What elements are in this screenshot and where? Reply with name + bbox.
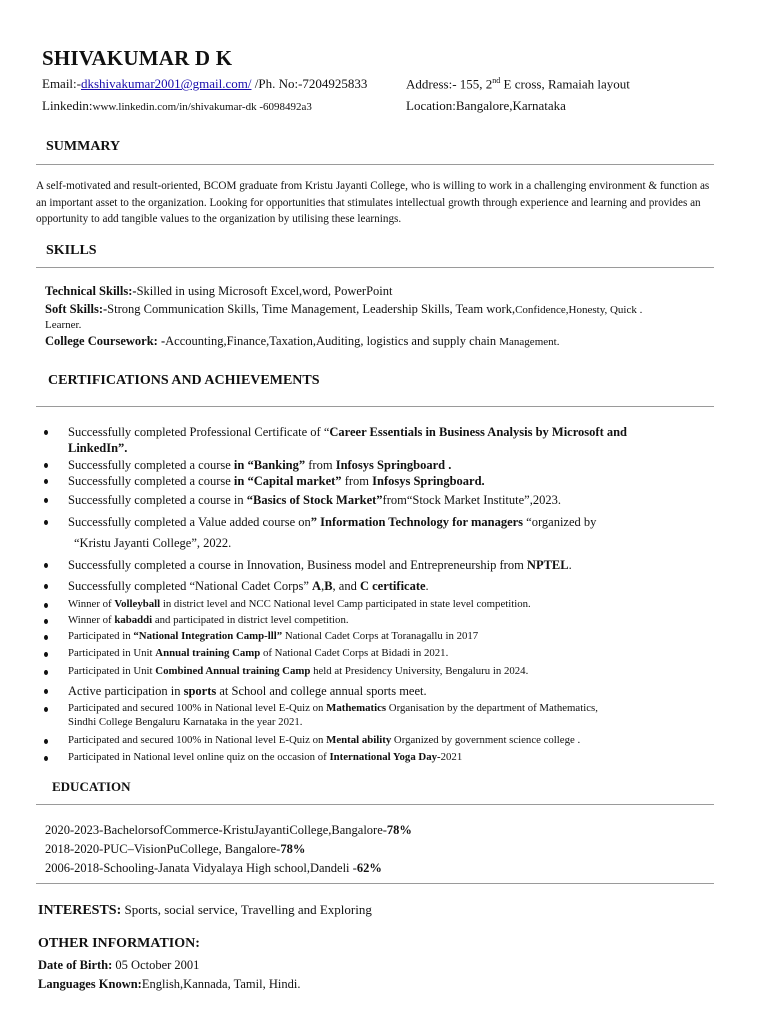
bullet-icon (44, 739, 48, 744)
bullet-icon (44, 689, 48, 694)
technical-skills: Technical Skills:-Skilled in using Microsoft Excel,word, PowerPoint (45, 284, 393, 298)
education-row: 2006-2018-Schooling-Janata Vidyalaya High school,Dandeli -62% (45, 861, 382, 875)
bullet-icon (44, 670, 48, 675)
summary-heading: SUMMARY (46, 139, 121, 154)
bullet-icon (44, 603, 48, 608)
contact-line (42, 76, 367, 92)
phone: /Ph. No:-7204925833 (254, 76, 368, 91)
linkedin-label: Linkedin: (42, 98, 93, 113)
linkedin-url[interactable]: www.linkedin.com/in/shivakumar-dk -6098492a3 (92, 101, 312, 113)
summary-text: A self-motivated and result-oriented, BCOM graduate from Kristu Jayanti College, who is willing to work in a challenging environment & function as an important asset to the organization. Looking for opportunities that stimulates intellectual growth through experience and learning and provides an opportunity to add tangible values to the organization by utilising these learnings. (36, 180, 710, 225)
linkedin-line (42, 98, 312, 114)
education-row: 2018-2020-PUC–VisionPuCollege, Bangalore-78% (45, 842, 306, 856)
languages-known: Languages Known:English,Kannada, Tamil, Hindi. (38, 977, 301, 991)
bullet-icon (44, 756, 48, 761)
soft-skills: Soft Skills:-Strong Communication Skills, Time Management, Leadership Skills, Team work,Confidence,Honesty, Quick . (45, 302, 643, 316)
soft-skills-cont: Learner. (45, 319, 82, 331)
email-link[interactable]: dkshivakumar2001@gmail.com/ (81, 76, 252, 91)
bullet-icon (44, 498, 48, 503)
bullet-icon (44, 707, 48, 712)
education-heading: EDUCATION (52, 779, 131, 794)
interests: INTERESTS: Sports, social service, Travelling and Exploring (38, 902, 372, 918)
bullet-icon (44, 563, 48, 568)
bullet-icon (44, 619, 48, 624)
email-prefix: Email:- (42, 76, 81, 91)
bullet-icon (44, 652, 48, 657)
other-info-heading: OTHER INFORMATION: (38, 936, 200, 951)
bullet-icon (44, 430, 48, 435)
bullet-icon (44, 520, 48, 525)
certifications-heading: CERTIFICATIONS AND ACHIEVEMENTS (48, 373, 320, 388)
skills-heading: SKILLS (46, 243, 97, 258)
bullet-icon (44, 463, 48, 468)
location: Location:Bangalore,Karnataka (406, 98, 566, 113)
skills-divider (36, 267, 714, 268)
candidate-name: SHIVAKUMAR D K (42, 46, 233, 70)
bullet-icon (44, 479, 48, 484)
education-row: 2020-2023-BachelorsofCommerce-KristuJayantiCollege,Bangalore-78% (45, 823, 412, 837)
bullet-icon (44, 635, 48, 640)
certifications-divider (36, 406, 714, 407)
education-bottom-divider (36, 883, 714, 884)
date-of-birth: Date of Birth: 05 October 2001 (38, 958, 200, 972)
summary-divider (36, 164, 714, 165)
college-coursework: College Coursework: -Accounting,Finance,Taxation,Auditing, logistics and supply chain Management. (45, 334, 560, 348)
education-divider (36, 804, 714, 805)
bullet-icon (44, 584, 48, 589)
address: Address:- 155, 2nd E cross, Ramaiah layout (406, 76, 630, 92)
